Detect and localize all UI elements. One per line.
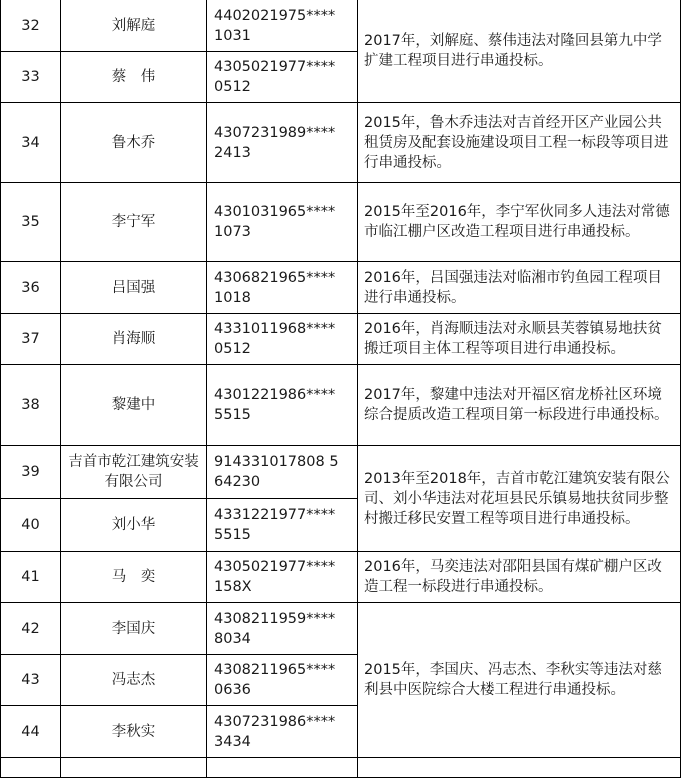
id-number [207, 262, 358, 314]
table-row [1, 262, 681, 314]
row-number: 32 [1, 0, 61, 52]
id-number [207, 552, 358, 603]
table-row [1, 552, 681, 603]
person-name: 吕国强 [61, 262, 207, 314]
row-number: 42 [1, 603, 61, 655]
id-number-line2: 1018 [214, 289, 251, 306]
id-number-line1: 4331011968**** [214, 321, 336, 337]
id-number-line2: 2413 [214, 144, 251, 161]
table-row [1, 365, 681, 446]
id-number-line1: 4306821965**** [214, 269, 336, 286]
row-number: 36 [1, 262, 61, 314]
violation-description: 2015年至2016年，李宁军伙同多人违法对常德市临江棚户区改造工程项目进行串通投标。 [358, 183, 681, 262]
row-number: 35 [1, 183, 61, 262]
id-number [207, 655, 358, 706]
row-number: 43 [1, 655, 61, 706]
id-number [207, 603, 358, 655]
person-name: 李国庆 [61, 603, 207, 655]
row-number: 34 [1, 103, 61, 183]
table-row [1, 603, 681, 655]
person-name: 肖海顺 [61, 314, 207, 365]
id-number-line2: 1031 [214, 27, 251, 44]
id-number [207, 314, 358, 365]
row-number: 33 [1, 52, 61, 103]
table-row [1, 183, 681, 262]
violation-description: 2016年，马奕违法对邵阳县国有煤矿棚户区改造工程一标段进行串通投标。 [358, 552, 681, 603]
person-name: 李宁军 [61, 183, 207, 262]
person-name: 马 奕 [61, 552, 207, 603]
id-number-line1: 4308211959**** [214, 610, 336, 627]
violation-description: 2016年，吕国强违法对临湘市钓鱼园工程项目进行串通投标。 [358, 262, 681, 314]
person-name: 冯志杰 [61, 655, 207, 706]
violation-description: 2017年，黎建中违法对开福区宿龙桥社区环境综合提质改造工程项目第一标段进行串通投标。 [358, 365, 681, 446]
id-number-line2: 0636 [214, 682, 251, 698]
id-number-line1: 4301221986**** [214, 387, 336, 403]
id-number-line1: 4305021977**** [214, 559, 336, 575]
id-number-line1: 4305021977**** [214, 59, 336, 75]
person-name: 蔡 伟 [61, 52, 207, 103]
violation-description: 2015年，鲁木乔违法对吉首经开区产业园公共租赁房及配套设施建设项目工程一标段等项目进行串通投标。 [358, 103, 681, 183]
row-number: 39 [1, 446, 61, 499]
id-number-line2: 5515 [214, 527, 251, 543]
id-number-line1: 4307231986**** [214, 713, 336, 730]
credit-code [207, 446, 358, 499]
id-number [207, 52, 358, 103]
id-number-line2: 1073 [214, 224, 251, 240]
id-number [207, 706, 358, 758]
id-number-line2: 5515 [214, 407, 251, 423]
company-name: 吉首市乾江建筑安装有限公司 [61, 446, 207, 499]
id-number [207, 499, 358, 552]
id-number-line2: 8034 [214, 630, 251, 647]
row-number: 38 [1, 365, 61, 446]
id-number-line1: 4308211965**** [214, 662, 336, 678]
row-number: 41 [1, 552, 61, 603]
credit-code-line2: 64230 [214, 474, 261, 490]
row-number: 40 [1, 499, 61, 552]
id-number [207, 183, 358, 262]
table-row-partial [1, 758, 681, 778]
person-name: 刘小华 [61, 499, 207, 552]
person-name: 黎建中 [61, 365, 207, 446]
violation-description: 2015年，李国庆、冯志杰、李秋实等违法对慈利县中医院综合大楼工程进行串通投标。 [358, 603, 681, 758]
id-number-line2: 158X [214, 579, 252, 595]
id-number [207, 0, 358, 52]
person-name: 李秋实 [61, 706, 207, 758]
table-row [1, 314, 681, 365]
violation-description: 2017年，刘解庭、蔡伟违法对隆回县第九中学扩建工程项目进行串通投标。 [358, 0, 681, 103]
person-name: 鲁木乔 [61, 103, 207, 183]
person-name: 刘解庭 [61, 0, 207, 52]
table-row [1, 103, 681, 183]
id-number-line1: 4331221977**** [214, 507, 336, 523]
id-number-line2: 3434 [214, 733, 251, 750]
id-number [207, 365, 358, 446]
violation-description: 2013年至2018年，吉首市乾江建筑安装有限公司、刘小华违法对花垣县民乐镇易地扶贫同步整村搬迁移民安置工程等项目进行串通投标。 [358, 446, 681, 552]
id-number-line2: 0512 [214, 79, 251, 95]
table-row [1, 446, 681, 499]
table-row [1, 0, 681, 52]
id-number-line1: 4402021975**** [214, 7, 336, 24]
id-number-line1: 4301031965**** [214, 204, 336, 220]
id-number-line1: 4307231989**** [214, 124, 336, 141]
row-number: 44 [1, 706, 61, 758]
row-number: 37 [1, 314, 61, 365]
violation-description: 2016年，肖海顺违法对永顺县芙蓉镇易地扶贫搬迁项目主体工程等项目进行串通投标。 [358, 314, 681, 365]
credit-code-line1: 914331017808 5 [214, 454, 339, 470]
id-number [207, 103, 358, 183]
id-number-line2: 0512 [214, 341, 251, 357]
